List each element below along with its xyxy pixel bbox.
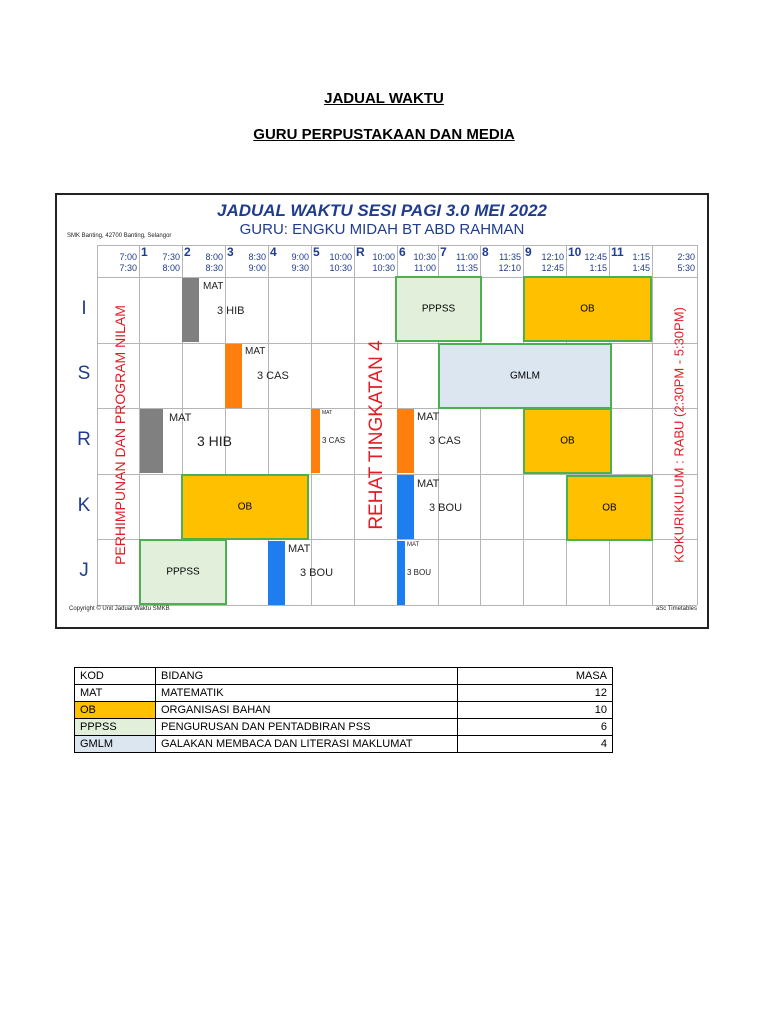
period-time [566, 252, 607, 274]
lesson-class: 3 BOU [300, 567, 334, 579]
period-number: 2 [184, 245, 191, 259]
cocurriculum-label: KOKURIKULUM : RABU (2:30PM - 5:30PM) [671, 307, 687, 563]
legend-hours: 10 [458, 702, 613, 719]
period-number: 9 [525, 245, 532, 259]
lesson-subject: MAT [245, 346, 266, 357]
period-time [311, 252, 352, 274]
period-time [523, 252, 564, 274]
block-label: OB [602, 502, 617, 514]
legend-code: PPPSS [75, 719, 156, 736]
legend-hours: 6 [458, 719, 613, 736]
period-end: 8:30 [205, 263, 223, 273]
legend-field: GALAKAN MEMBACA DAN LITERASI MAKLUMAT [156, 736, 458, 753]
period-time [438, 252, 478, 274]
period-start: 12:45 [584, 252, 607, 262]
lesson-class: 3 BOU [407, 568, 432, 577]
period-number: 1 [141, 245, 148, 259]
period-end: 5:30 [677, 263, 695, 273]
period-end: 9:00 [248, 263, 266, 273]
legend-row [75, 736, 613, 753]
legend-header-code: KOD [75, 668, 156, 685]
lesson-class: 3 CAS [429, 435, 461, 447]
period-time [397, 252, 436, 274]
period-end: 7:30 [119, 263, 137, 273]
period-number: R [356, 245, 365, 259]
gmlm-block [438, 343, 612, 409]
period-start: 7:30 [162, 252, 180, 262]
period-start: 1:15 [632, 252, 650, 262]
lesson-subject: MAT [407, 542, 420, 548]
software-credit: aSc Timetables [655, 606, 697, 612]
lesson-subject: MAT [417, 478, 440, 490]
period-end: 1:15 [589, 263, 607, 273]
period-number: 10 [568, 245, 582, 259]
legend-header-hours: MASA [458, 668, 613, 685]
lesson-subject: MAT [169, 412, 192, 424]
period-start: 10:00 [372, 252, 395, 262]
legend-field: PENGURUSAN DAN PENTADBIRAN PSS [156, 719, 458, 736]
period-number: 3 [227, 245, 234, 259]
period-start: 9:00 [291, 252, 309, 262]
ob-block [181, 474, 309, 540]
period-end: 1:45 [632, 263, 650, 273]
period-time [139, 252, 180, 274]
block-label: OB [560, 435, 575, 447]
period-end: 9:30 [291, 263, 309, 273]
lesson-subject: MAT [288, 543, 311, 555]
lesson-subject: MAT [322, 410, 333, 416]
mat-bar-blue [268, 541, 285, 605]
mat-bar-blue [397, 541, 405, 605]
legend-code: MAT [75, 685, 156, 702]
day-label: J [79, 560, 89, 582]
day-label: S [77, 363, 91, 385]
lesson-subject: MAT [417, 411, 440, 423]
block-label: OB [580, 303, 595, 315]
period-time [182, 252, 223, 274]
period-end: 8:00 [162, 263, 180, 273]
block-label: PPPSS [421, 303, 456, 315]
legend-row [75, 719, 613, 736]
lesson-class: 3 HIB [217, 305, 245, 317]
lesson-class: 3 CAS [257, 370, 289, 382]
period-time [268, 252, 309, 274]
period-end: 10:30 [329, 263, 352, 273]
timetable-teacher: GURU: ENGKU MIDAH BT ABD RAHMAN [239, 221, 525, 238]
period-time [480, 252, 521, 274]
legend-table [74, 667, 613, 753]
block-label: GMLM [510, 370, 540, 382]
break-label: REHAT TINGKATAN 4 [366, 340, 387, 530]
period-time [354, 252, 395, 274]
legend-field: MATEMATIK [156, 685, 458, 702]
ob-block [523, 276, 652, 342]
period-end: 11:35 [456, 263, 478, 273]
period-time [609, 252, 650, 274]
period-end: 11:00 [414, 263, 436, 273]
period-time [97, 252, 137, 274]
grid-vline [354, 245, 355, 605]
legend-code: GMLM [75, 736, 156, 753]
period-start: 10:00 [329, 252, 352, 262]
block-label: OB [237, 501, 253, 513]
day-label: R [77, 429, 91, 450]
legend-hours: 12 [458, 685, 613, 702]
legend-field: ORGANISASI BAHAN [156, 702, 458, 719]
ob-block [566, 475, 653, 541]
grid-vline [697, 245, 698, 605]
legend-row [75, 685, 613, 702]
legend-hours: 4 [458, 736, 613, 753]
pppss-block [395, 276, 482, 342]
timetable [55, 193, 709, 629]
lesson-subject: MAT [203, 281, 224, 292]
period-start: 10:30 [413, 252, 436, 262]
block-label: PPPSS [166, 566, 200, 578]
period-start: 11:00 [456, 252, 478, 262]
mat-bar-orange [225, 344, 242, 408]
period-number: 6 [399, 245, 406, 259]
day-label: K [77, 494, 91, 516]
mat-bar-gray [140, 409, 163, 473]
grid-vline [652, 245, 653, 605]
ob-block [523, 408, 612, 474]
period-number: 5 [313, 245, 320, 259]
legend-row [75, 702, 613, 719]
period-start: 2:30 [677, 252, 695, 262]
period-time [225, 252, 266, 274]
school-name: SMK Banting, 42700 Banting, Selangor [67, 233, 172, 239]
period-end: 10:30 [372, 263, 395, 273]
period-end: 12:10 [498, 263, 521, 273]
period-number: 8 [482, 245, 489, 259]
lesson-class: 3 CAS [322, 436, 346, 445]
period-start: 12:10 [541, 252, 564, 262]
period-end: 12:45 [541, 263, 564, 273]
mat-bar-orange [397, 409, 414, 473]
copyright-text: Copyright © Unit Jadual Waktu SMKB [69, 606, 170, 612]
period-start: 8:30 [248, 252, 266, 262]
legend-header-field: BIDANG [156, 668, 458, 685]
lesson-class: 3 BOU [429, 502, 463, 514]
assembly-label: PERHIMPUNAN DAN PROGRAM NILAM [112, 305, 128, 565]
period-number: 4 [270, 245, 277, 259]
mat-bar-gray [182, 278, 199, 342]
legend-code: OB [75, 702, 156, 719]
page-title: JADUAL WAKTU [324, 90, 444, 107]
page-subtitle: GURU PERPUSTAKAAN DAN MEDIA [253, 126, 515, 143]
grid-hline [97, 605, 697, 606]
pppss-block [139, 539, 227, 605]
timetable-title: JADUAL WAKTU SESI PAGI 3.0 MEI 2022 [216, 201, 547, 220]
mat-bar-orange [311, 409, 320, 473]
mat-bar-blue [397, 475, 414, 539]
lesson-class: 3 HIB [197, 433, 233, 449]
period-number: 11 [611, 245, 624, 259]
period-start: 11:35 [499, 252, 521, 262]
legend-header-row [75, 668, 613, 685]
period-start: 7:00 [119, 252, 137, 262]
period-number: 7 [440, 245, 447, 259]
period-start: 8:00 [205, 252, 223, 262]
period-time [652, 252, 695, 274]
day-label: I [81, 297, 87, 319]
